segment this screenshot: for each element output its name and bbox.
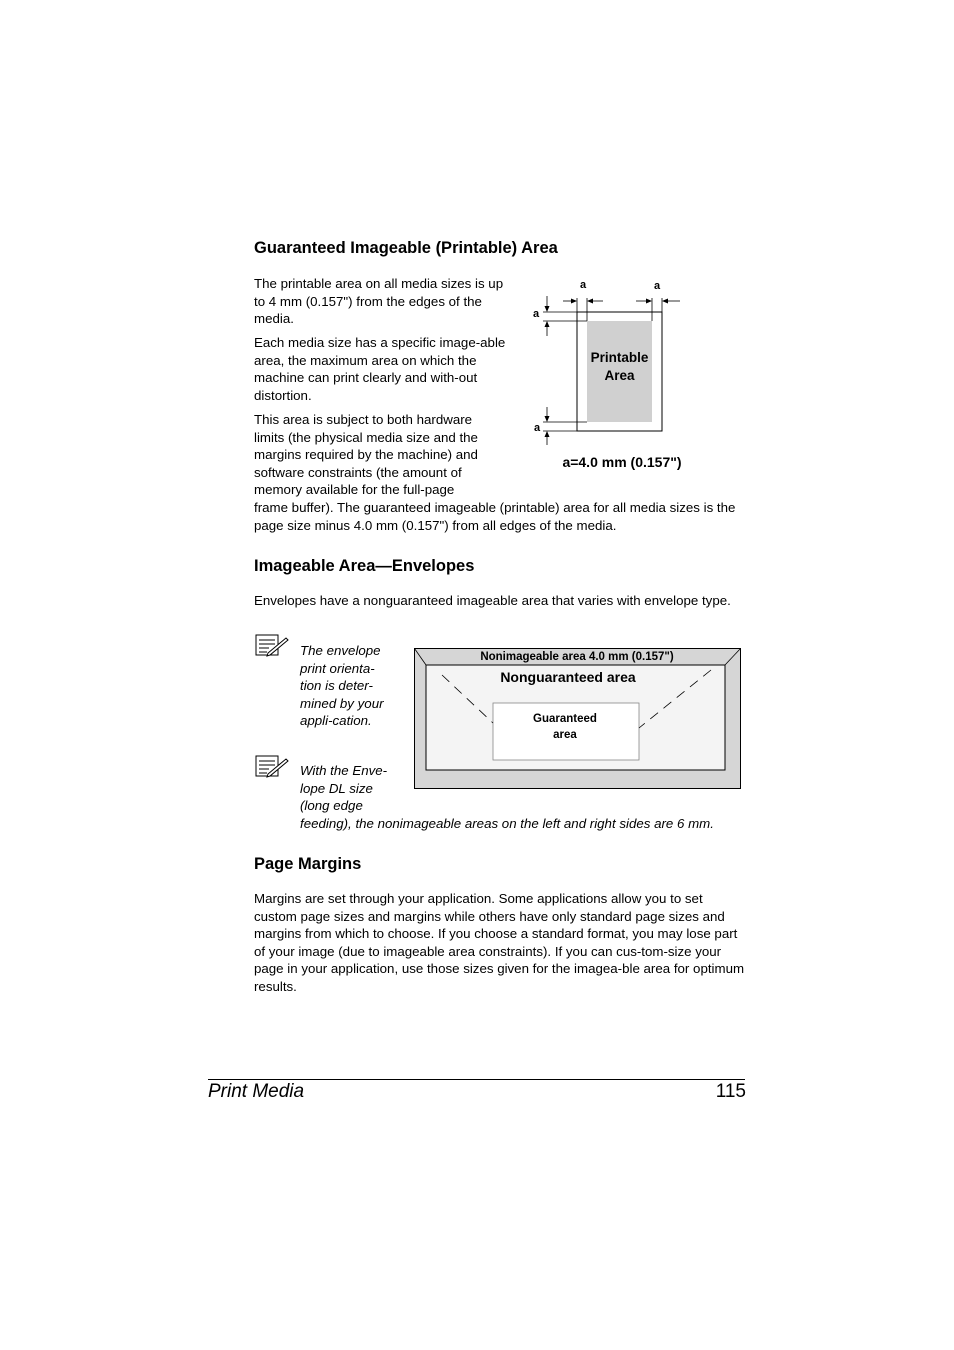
margin-label-top-right: a: [653, 280, 661, 292]
text-line: margins required by the machine) and: [254, 447, 478, 463]
section-heading-printable-area: Guaranteed Imageable (Printable) Area: [254, 239, 558, 257]
nonguaranteed-label: Nonguaranteed area: [500, 669, 636, 685]
printable-area-diagram: [525, 270, 695, 480]
margin-label-top-left: a: [579, 279, 587, 291]
footer-title: Print Media: [208, 1081, 305, 1102]
printable-label-line2: Area: [604, 368, 635, 383]
text-line: This area is subject to both hardware: [254, 412, 473, 427]
margin-label-left-bottom: a: [533, 422, 541, 434]
page-number: 115: [715, 1081, 746, 1102]
section-heading-envelopes: Imageable Area—Envelopes: [254, 557, 475, 575]
paragraph-printable-area-3-tail: frame buffer). The guaranteed imageable (printable) area for all media sizes is the page size minus 4.0 mm (0.157") from all edges of the media.: [254, 500, 736, 533]
section-heading-page-margins: Page Margins: [254, 855, 362, 873]
nonimageable-label: Nonimageable area 4.0 mm (0.157"): [480, 651, 674, 663]
note-pencil-icon: [255, 755, 289, 781]
margin-label-left-top: a: [532, 308, 540, 320]
text-line: software constraints (the amount of: [254, 464, 462, 480]
printable-label-line1: Printable: [590, 350, 649, 365]
note-pencil-icon: [255, 634, 289, 660]
note-envelope-dl-tail: feeding), the nonimageable areas on the left and right sides are 6 mm.: [300, 816, 714, 831]
note-envelope-orientation: The envelope print orienta-tion is deter-mined by your appli-cation.: [300, 643, 384, 729]
paragraph-printable-area-3: [254, 411, 514, 499]
text-line: memory available for the full-page: [254, 482, 455, 498]
guaranteed-label-line2: area: [553, 729, 577, 741]
note-envelope-dl-head: With the Enve-lope DL size (long edge: [300, 763, 388, 814]
paragraph-page-margins: Margins are set through your application. Some applications allow you to set custom page sizes and margins while others have only standard page sizes and margins from which to choose. If you choose a standard format, you may lose part of your image (due to imageable area constraints). If you can cus-tom-size your page in your application, use those sizes given for the imagea-ble area for optimum results.: [254, 891, 745, 994]
guaranteed-label-line1: Guaranteed: [533, 713, 597, 725]
diagram-caption: a=4.0 mm (0.157"): [562, 454, 682, 470]
envelope-diagram: [414, 648, 742, 790]
text-line: limits (the physical media size and the: [254, 429, 478, 445]
paragraph-envelopes: Envelopes have a nonguaranteed imageable area that varies with envelope type.: [254, 593, 731, 608]
paragraph-printable-area-2: Each media size has a specific image-able area, the maximum area on which the machine can print clearly and with-out distortion.: [254, 335, 506, 403]
paragraph-printable-area-1: The printable area on all media sizes is up to 4 mm (0.157") from the edges of the media.: [254, 276, 504, 327]
footer-rule: [208, 1079, 745, 1080]
